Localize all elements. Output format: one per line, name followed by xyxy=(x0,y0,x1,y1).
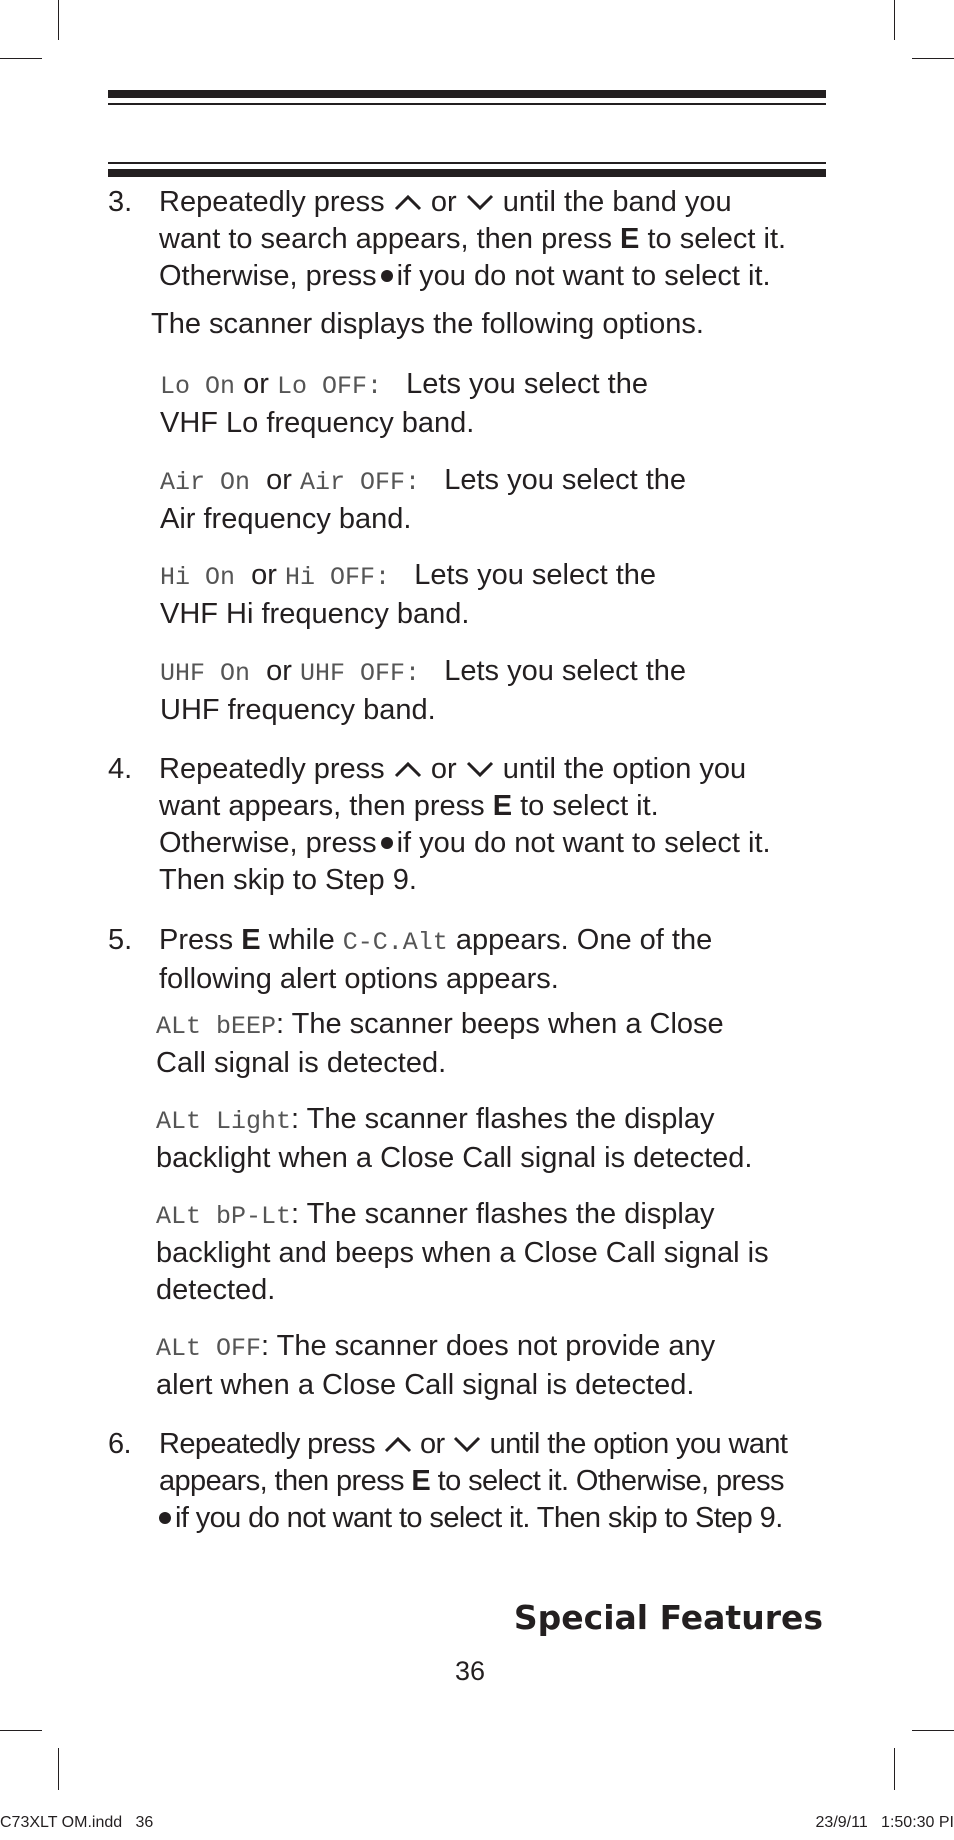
step-text: want appears, then press xyxy=(159,790,485,822)
band-option xyxy=(160,462,820,538)
step-text: to select it. xyxy=(647,223,787,255)
lcd-code: Hi OFF: xyxy=(285,563,391,592)
lcd-code: ALt OFF xyxy=(156,1334,262,1363)
step-text: Otherwise, press xyxy=(159,827,377,859)
alert-option xyxy=(156,1101,836,1177)
step-text: or xyxy=(420,1428,445,1460)
option-desc: : The scanner beeps when a Close xyxy=(276,1008,724,1040)
step-text: or xyxy=(430,753,457,785)
key-e: E xyxy=(620,223,640,255)
slug-left: C73XLT OM.indd 36 xyxy=(0,1814,154,1831)
step-text: if you do not want to select it. xyxy=(396,827,771,859)
option-desc: UHF frequency band. xyxy=(160,694,436,726)
key-e: E xyxy=(411,1465,431,1497)
crop-mark xyxy=(894,1748,895,1790)
down-arrow-icon xyxy=(465,753,495,775)
down-arrow-icon xyxy=(452,1428,482,1450)
alert-option xyxy=(156,1196,836,1309)
band-option xyxy=(160,366,820,442)
option-desc: Call signal is detected. xyxy=(156,1047,447,1079)
option-or: or xyxy=(266,464,292,496)
dot-key-icon xyxy=(381,270,393,282)
step-text: want to search appears, then press xyxy=(159,223,612,255)
up-arrow-icon xyxy=(393,186,423,208)
band-option xyxy=(160,557,820,633)
lcd-code: UHF On xyxy=(160,659,251,688)
alert-option xyxy=(156,1006,836,1082)
options-intro: The scanner displays the following options. xyxy=(151,308,704,340)
option-desc: backlight when a Close Call signal is detected. xyxy=(156,1142,753,1174)
option-desc: Air frequency band. xyxy=(160,503,412,535)
step-text: until the band you xyxy=(502,186,732,218)
lcd-code: ALt bP-Lt xyxy=(156,1202,292,1231)
step-number: 3. xyxy=(108,186,133,218)
step-text: if you do not want to select it. Then skip to Step 9. xyxy=(175,1502,783,1534)
key-e: E xyxy=(492,790,513,822)
step-text: Press xyxy=(159,924,234,956)
option-desc: : The scanner flashes the display xyxy=(291,1198,715,1230)
key-e: E xyxy=(241,924,261,956)
section-rule-thin xyxy=(108,162,826,164)
step-number: 6. xyxy=(108,1428,131,1460)
alert-option xyxy=(156,1328,836,1404)
dot-key-icon xyxy=(159,1512,171,1524)
page-number: 36 xyxy=(454,1656,486,1686)
header-rule-thin xyxy=(108,103,826,105)
option-or: or xyxy=(266,655,292,687)
step-text: to select it. Otherwise, press xyxy=(437,1465,784,1497)
crop-mark xyxy=(912,58,954,59)
step-text: or xyxy=(430,186,457,218)
lcd-code: Air OFF: xyxy=(300,468,421,497)
up-arrow-icon xyxy=(393,753,423,775)
dot-key-icon xyxy=(381,837,393,849)
option-desc: backlight and beeps when a Close Call signal is xyxy=(156,1237,769,1269)
crop-mark xyxy=(0,1730,42,1731)
slug-right: 23/9/11 1:50:30 PI xyxy=(815,1814,954,1831)
option-desc: VHF Hi frequency band. xyxy=(160,598,470,630)
step-text: until the option you want xyxy=(489,1428,788,1460)
option-desc: : The scanner flashes the display xyxy=(291,1103,715,1135)
lcd-code: UHF OFF: xyxy=(300,659,421,688)
option-desc: Lets you select the xyxy=(414,559,657,591)
crop-mark xyxy=(0,58,42,59)
lcd-code: ALt Light xyxy=(156,1107,292,1136)
lcd-code: Lo On xyxy=(160,372,236,401)
up-arrow-icon xyxy=(383,1428,413,1450)
crop-mark xyxy=(912,1730,954,1731)
step-text: Repeatedly press xyxy=(159,1428,376,1460)
step-text: until the option you xyxy=(502,753,747,785)
step-text: following alert options appears. xyxy=(159,963,559,995)
option-desc: Lets you select the xyxy=(444,655,687,687)
step-text: Repeatedly press xyxy=(159,753,385,785)
lcd-code: Air On xyxy=(160,468,251,497)
option-desc: detected. xyxy=(156,1274,276,1306)
down-arrow-icon xyxy=(465,186,495,208)
section-title: Special Features xyxy=(513,1598,823,1637)
lcd-code: Lo OFF: xyxy=(276,372,382,401)
step-text: to select it. xyxy=(520,790,659,822)
step-number: 5. xyxy=(108,924,133,956)
option-desc: : The scanner does not provide any xyxy=(261,1330,716,1362)
step-text: appears. One of the xyxy=(455,924,713,956)
lcd-code: ALt bEEP xyxy=(156,1012,277,1041)
section-rule-thick xyxy=(108,169,826,177)
crop-mark xyxy=(58,0,59,40)
option-desc: Lets you select the xyxy=(444,464,687,496)
step-text: if you do not want to select it. xyxy=(396,260,771,292)
option-or: or xyxy=(243,368,269,400)
step-text: Then skip to Step 9. xyxy=(159,864,417,896)
option-desc: VHF Lo frequency band. xyxy=(160,407,475,439)
header-rule-thick xyxy=(108,90,826,98)
step-number: 4. xyxy=(108,753,133,785)
option-desc: alert when a Close Call signal is detected. xyxy=(156,1369,695,1401)
crop-mark xyxy=(58,1748,59,1790)
step-text: appears, then press xyxy=(159,1465,404,1497)
option-desc: Lets you select the xyxy=(406,368,648,400)
step-text: Repeatedly press xyxy=(159,186,385,218)
band-option xyxy=(160,653,820,729)
crop-mark xyxy=(894,0,895,40)
step-text: while xyxy=(268,924,335,956)
lcd-code: C-C.Alt xyxy=(342,928,448,957)
option-or: or xyxy=(251,559,277,591)
step-text: Otherwise, press xyxy=(159,260,377,292)
lcd-code: Hi On xyxy=(160,563,236,592)
